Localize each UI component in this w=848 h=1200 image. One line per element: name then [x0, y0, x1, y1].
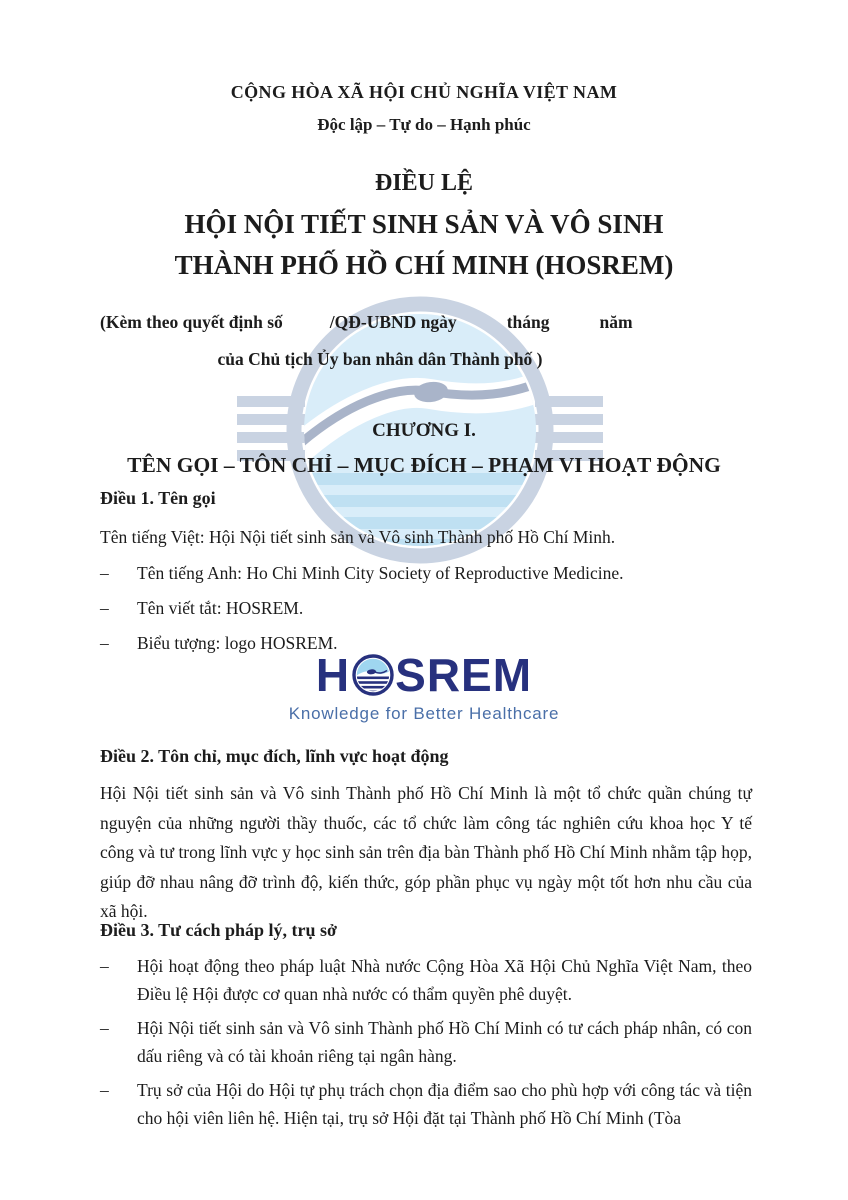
list-item-text: Tên tiếng Anh: Ho Chi Minh City Society of Reproductive Medicine.	[137, 563, 624, 583]
chapter-title: TÊN GỌI – TÔN CHỈ – MỤC ĐÍCH – PHẠM VI HOẠT ĐỘNG	[127, 453, 721, 477]
list-item	[100, 952, 752, 1008]
title-line1: ĐIỀU LỆ	[374, 170, 474, 196]
title-line3: THÀNH PHỐ HỒ CHÍ MINH (HOSREM)	[174, 250, 674, 280]
chapter-number: CHƯƠNG I.	[372, 420, 476, 441]
decision-reference-line2: của Chủ tịch Ủy ban nhân dân Thành phố )	[217, 349, 543, 369]
dash-marker: –	[100, 633, 109, 653]
national-motto-line1: CỘNG HÒA XÃ HỘI CHỦ NGHĨA VIỆT NAM	[230, 82, 618, 102]
article-1-heading: Điều 1. Tên gọi	[100, 488, 216, 508]
decision-ref-part1: (Kèm theo quyết định số	[100, 312, 283, 332]
list-item	[100, 596, 760, 620]
article-3-list	[100, 952, 760, 1138]
decision-reference-line1	[100, 312, 660, 333]
list-item	[100, 561, 760, 585]
logo-letter-h: H	[315, 649, 351, 701]
logo-tagline: Knowledge for Better Healthcare	[288, 704, 560, 723]
list-item-text: Trụ sở của Hội do Hội tự phụ trách chọn địa điểm sao cho phù hợp với công tác và tiện cho hội viên liên hệ. Hiện tại, trụ sở Hội đặt tại Thành phố Hồ Chí Minh (Tòa	[137, 1080, 752, 1128]
hosrem-logo-o-icon	[352, 654, 394, 696]
article-2-heading: Điều 2. Tôn chỉ, mục đích, lĩnh vực hoạt động	[100, 746, 449, 766]
title-line2: HỘI NỘI TIẾT SINH SẢN VÀ VÔ SINH	[184, 209, 664, 239]
national-header	[0, 82, 848, 135]
decision-ref-part3: tháng	[506, 312, 550, 332]
hosrem-logo-wordmark	[315, 649, 533, 701]
article-3-heading: Điều 3. Tư cách pháp lý, trụ sở	[100, 920, 337, 940]
document-title	[0, 170, 848, 281]
list-item	[100, 1014, 752, 1070]
dash-marker: –	[100, 598, 109, 618]
decision-ref-part2: /QĐ-UBND ngày	[329, 312, 457, 332]
decision-reference	[100, 312, 660, 370]
decision-ref-part4: năm	[599, 312, 633, 332]
list-item-text: Hội Nội tiết sinh sản và Vô sinh Thành phố Hồ Chí Minh có tư cách pháp nhân, có con dấu riêng và có tài khoản riêng tại ngân hàng.	[137, 1018, 752, 1066]
logo-letters-srem: SREM	[395, 649, 533, 701]
dash-marker: –	[100, 1080, 109, 1100]
list-item	[100, 1076, 752, 1132]
hosrem-logo	[0, 649, 848, 724]
list-item-text: Tên viết tắt: HOSREM.	[137, 598, 304, 618]
national-motto-line2: Độc lập – Tự do – Hạnh phúc	[317, 115, 531, 134]
article-2-body: Hội Nội tiết sinh sản và Vô sinh Thành phố Hồ Chí Minh là một tổ chức quần chúng tự nguyện của những người thầy thuốc, các tổ chức làm công tác nghiên cứu khoa học Y tế công và tư trong lĩnh vực y học sinh sản trên địa bàn Thành phố Hồ Chí Minh nhằm tập họp, giúp đỡ nhau nâng đỡ trình độ, kiến thức, góp phần phục vụ ngày một tốt hơn nhu cầu của xã hội.	[100, 783, 752, 921]
dash-marker: –	[100, 956, 109, 976]
list-item-text: Hội hoạt động theo pháp luật Nhà nước Cộng Hòa Xã Hội Chủ Nghĩa Việt Nam, theo Điều lệ Hội được cơ quan nhà nước có thẩm quyền phê duyệt.	[137, 956, 752, 1004]
list-item-text: Biểu tượng: logo HOSREM.	[137, 633, 338, 653]
article-1-intro: Tên tiếng Việt: Hội Nội tiết sinh sản và Vô sinh Thành phố Hồ Chí Minh.	[100, 527, 616, 547]
dash-marker: –	[100, 563, 109, 583]
chapter-1	[0, 420, 848, 478]
dash-marker: –	[100, 1018, 109, 1038]
